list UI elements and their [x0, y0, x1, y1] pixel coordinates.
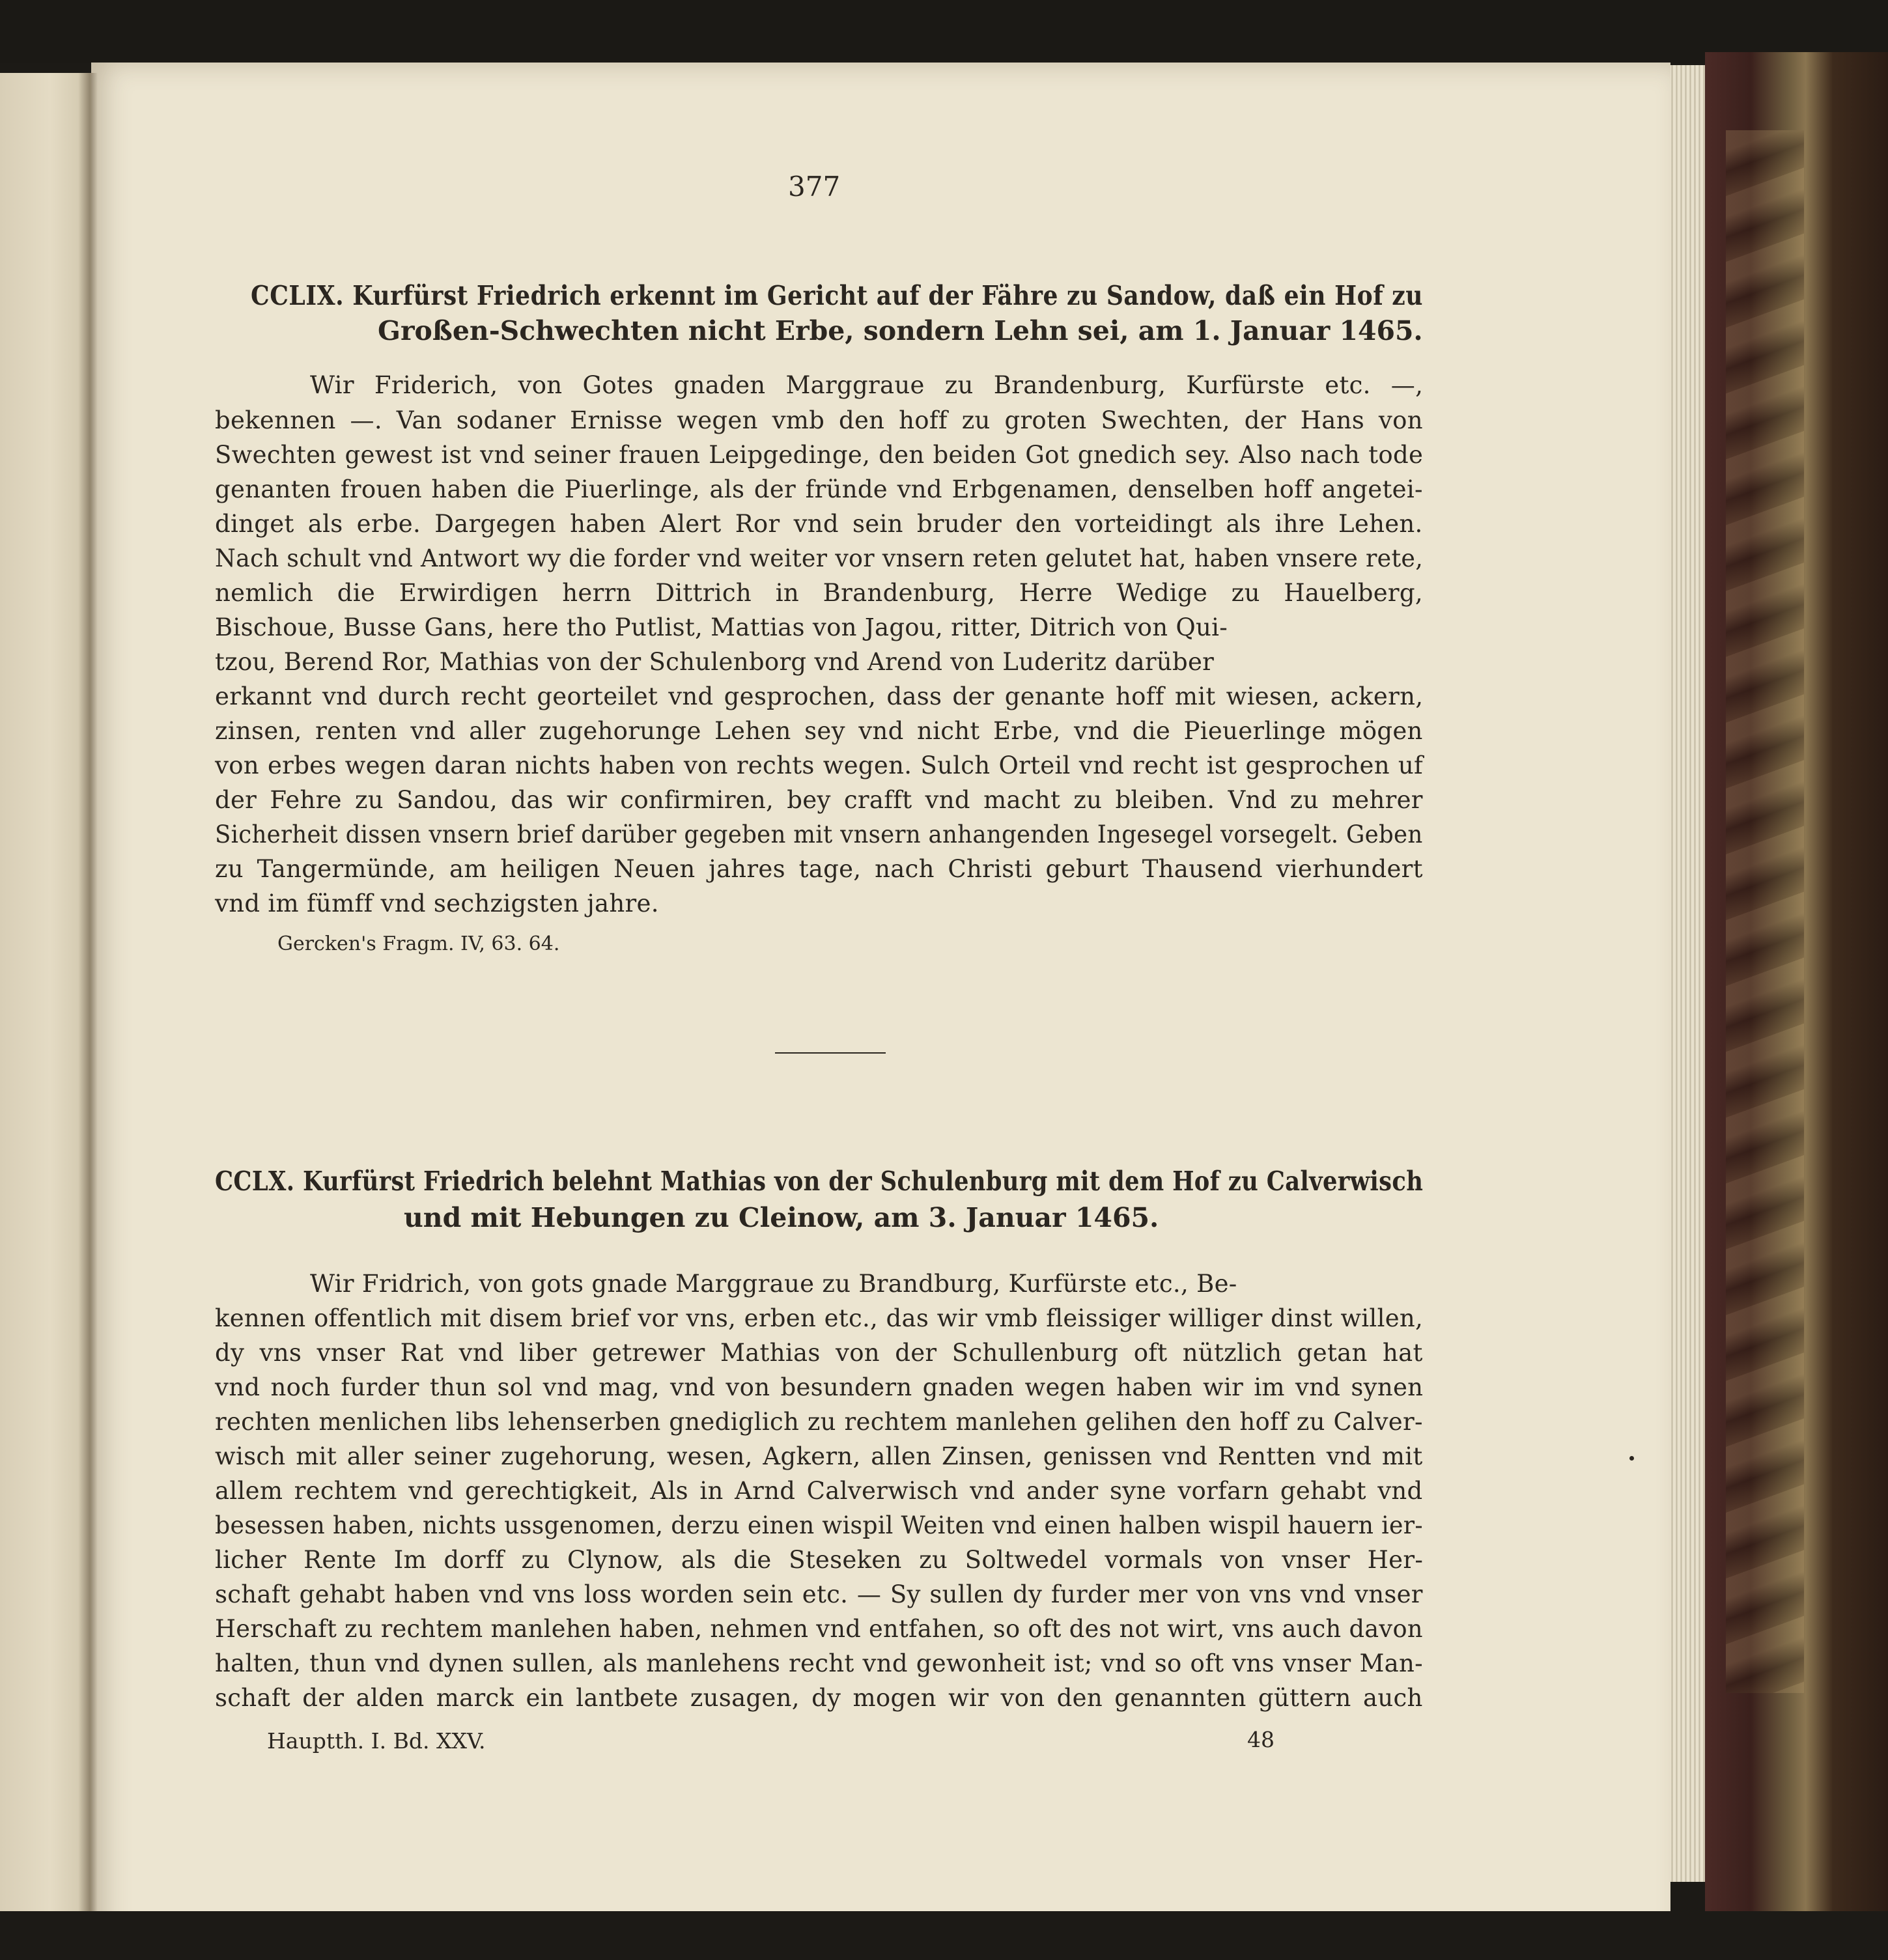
doc1-body-line: nemlich die Erwirdigen herrn Dittrich in Brandenburg, Herre Wedige zu Hauelberg, — [215, 579, 1423, 607]
doc2-heading-line-1: CCLX. Kurfürst Friedrich belehnt Mathias von der Schulenburg mit dem Hof zu Calverwisch — [215, 1166, 1424, 1197]
doc2-body-line: Wir Fridrich, von gots gnade Marggraue zu Brandburg, Kurfürste etc., Be- — [310, 1270, 1237, 1298]
doc2-body-line: rechten menlichen libs lehenserben gnediglich zu rechtem manlehen gelihen den hoff zu Calver- — [215, 1408, 1423, 1436]
background-bottom — [0, 1911, 1888, 1960]
doc1-body-line: der Fehre zu Sandou, das wir confirmiren, bey crafft vnd macht zu bleiben. Vnd zu mehrer — [215, 786, 1423, 814]
doc1-body-line: zinsen, renten vnd aller zugehorunge Lehen sey vnd nicht Erbe, vnd die Pieuerlinge mögen — [215, 717, 1423, 745]
doc2-body-line: allem rechtem vnd gerechtigkeit, Als in Arnd Calverwisch vnd ander syne vorfarn gehabt vnd — [215, 1477, 1423, 1505]
doc1-body-line: Wir Friderich, von Gotes gnaden Marggraue zu Brandenburg, Kurfürste etc. —, — [310, 371, 1424, 399]
doc1-body-line: zu Tangermünde, am heiligen Neuen jahres tage, nach Christi geburt Thausend vierhundert — [215, 855, 1423, 883]
doc1-body-line: Sicherheit dissen vnsern brief darüber gegeben mit vnsern anhangenden Ingesegel vorsegelt. Geben — [215, 820, 1423, 848]
doc1-body-line: vnd im fümff vnd sechzigsten jahre. — [215, 889, 659, 917]
stray-dot — [1629, 1456, 1634, 1461]
doc2-body-line: besessen haben, nichts ussgenomen, derzu einen wispil Weiten vnd einen halben wispil hauern ier- — [215, 1511, 1423, 1539]
doc2-body-line: licher Rente Im dorff zu Clynow, als die Steseken zu Soltwedel vormals von vnser Her- — [215, 1546, 1424, 1574]
page-number: 377 — [788, 171, 841, 203]
gutter-shadow — [78, 73, 98, 1960]
doc2-body-line: schaft gehabt haben vnd vns loss worden sein etc. — Sy sullen dy furder mer von vns vnd vnser — [215, 1580, 1423, 1608]
doc1-body-line: bekennen —. Van sodaner Ernisse wegen vmb den hoff zu groten Swechten, der Hans von — [215, 406, 1423, 434]
signature-mark: Hauptth. I. Bd. XXV. — [267, 1728, 486, 1754]
doc1-source-reference: Gercken's Fragm. IV, 63. 64. — [277, 932, 560, 955]
doc2-body-line: vnd noch furder thun sol vnd mag, vnd von besundern gnaden wegen haben wir im vnd synen — [215, 1373, 1424, 1401]
doc1-body-line: dinget als erbe. Dargegen haben Alert Ror vnd sein bruder den vorteidingt als ihre Lehen. — [215, 510, 1423, 538]
section-divider — [775, 1052, 886, 1054]
doc1-body-line: Bischoue, Busse Gans, here tho Putlist, Mattias von Jagou, ritter, Ditrich von Qui- — [215, 613, 1228, 641]
left-page — [0, 73, 91, 1960]
doc2-body-line: schaft der alden marck ein lantbete zusagen, dy mogen wir von den genannten güttern auch — [215, 1684, 1423, 1712]
doc2-body-line: halten, thun vnd dynen sullen, als manlehens recht vnd gewonheit ist; vnd so oft vns vnser Man- — [215, 1649, 1423, 1677]
doc1-body-line: von erbes wegen daran nichts haben von rechts wegen. Sulch Orteil vnd recht ist gesprochen uf — [215, 751, 1424, 779]
doc1-body-line: Nach schult vnd Antwort wy die forder vnd weiter vor vnsern reten gelutet hat, haben vnsere rete, — [215, 544, 1424, 572]
background-top — [0, 0, 1888, 63]
doc2-heading-line-2: und mit Hebungen zu Cleinow, am 3. Januar 1465. — [404, 1202, 1159, 1233]
doc1-body-line: genanten frouen haben die Piuerlinge, als der fründe vnd Erbgenamen, denselben hoff angetei- — [215, 475, 1423, 503]
doc1-body-line: erkannt vnd durch recht georteilet vnd gesprochen, dass der genante hoff mit wiesen, ackern, — [215, 682, 1424, 710]
doc2-body-line: wisch mit aller seiner zugehorung, wesen, Agkern, allen Zinsen, genissen vnd Rentten vnd mit — [215, 1442, 1423, 1470]
doc2-body-line: kennen offentlich mit disem brief vor vns, erben etc., das wir vmb fleissiger williger dinst willen, — [215, 1304, 1424, 1332]
sheet-number: 48 — [1247, 1727, 1275, 1752]
doc1-heading-line-1: CCLIX. Kurfürst Friedrich erkennt im Gericht auf der Fähre zu Sandow, daß ein Hof zu — [251, 280, 1424, 311]
doc1-heading-line-2: Großen-Schwechten nicht Erbe, sondern Lehn sei, am 1. Januar 1465. — [378, 315, 1423, 346]
doc1-body-line: Swechten gewest ist vnd seiner frauen Leipgedinge, den beiden Got gnedich sey. Also nach tode — [215, 441, 1424, 469]
doc2-body-line: Herschaft zu rechtem manlehen haben, nehmen vnd entfahen, so oft des not wirt, vns auch davon — [215, 1615, 1423, 1643]
doc1-body-line: tzou, Berend Ror, Mathias von der Schulenborg vnd Arend von Luderitz darüber — [215, 648, 1215, 676]
doc2-body-line: dy vns vnser Rat vnd liber getrewer Mathias von der Schullenburg oft nützlich getan hat — [215, 1339, 1423, 1367]
cover-marbling — [1726, 130, 1804, 1693]
